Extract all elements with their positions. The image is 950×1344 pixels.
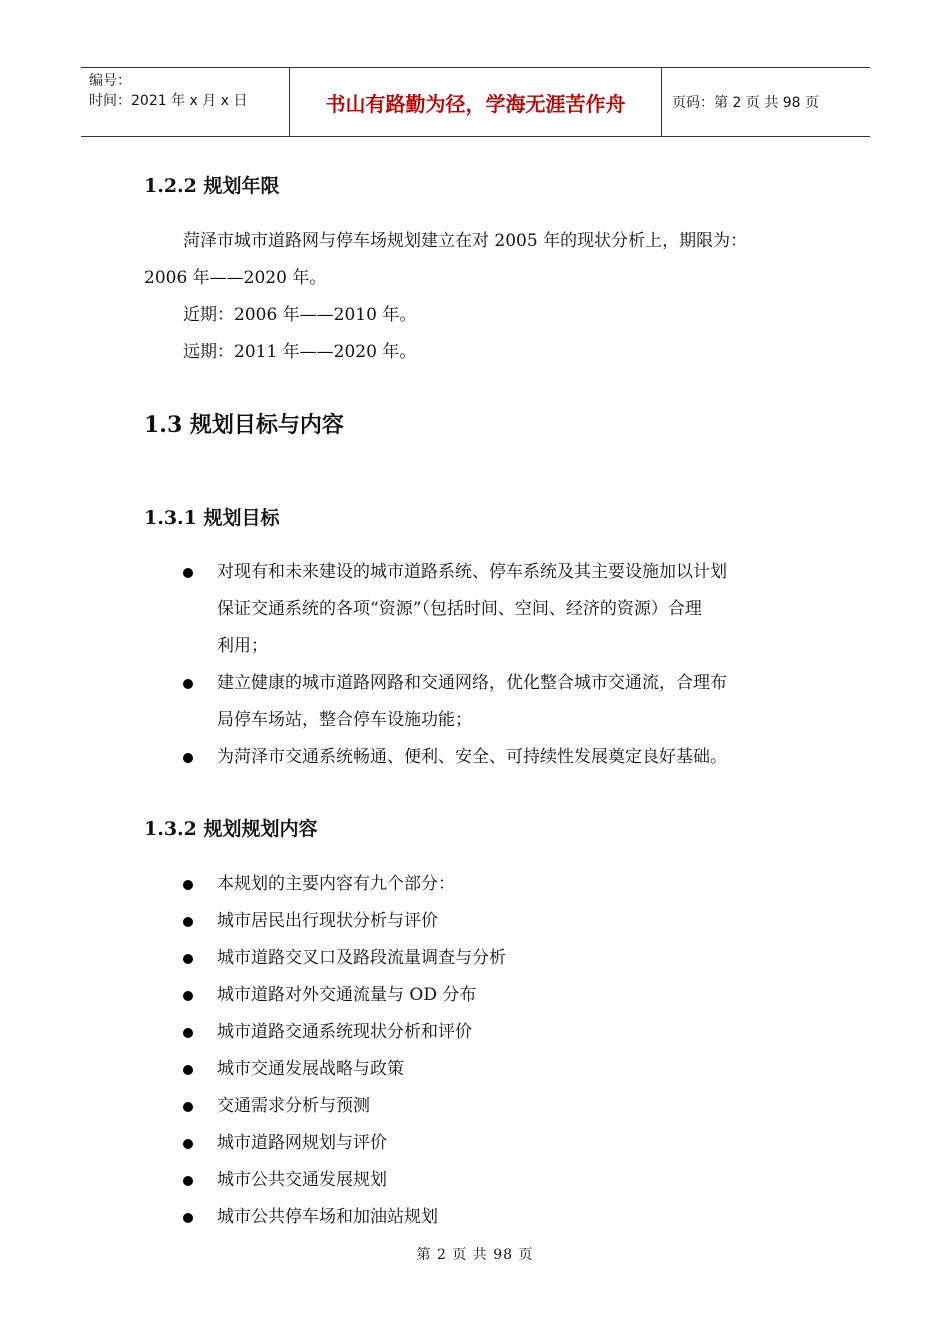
bullet-dot-icon [183, 679, 193, 689]
page-footer: 第 2 页 共 98 页 [416, 1247, 534, 1263]
list-item [183, 1088, 506, 1125]
list-item [183, 1014, 506, 1051]
list-item-text: 交通需求分析与预测 [217, 1096, 370, 1116]
list-item [183, 903, 506, 940]
bullet-dot-icon [183, 1028, 193, 1038]
list-item [183, 739, 727, 776]
heading-1-2-2: 1.2.2 规划年限 [144, 175, 280, 197]
heading-1-3-2: 1.3.2 规划规划内容 [144, 818, 318, 840]
contents-list [183, 866, 506, 1236]
list-item-line: 建立健康的城市道路网路和交通网络，优化整合城市交通流，合理布 [217, 673, 727, 693]
list-item-text: 城市道路交通系统现状分析和评价 [217, 1022, 472, 1042]
list-item-text: 城市交通发展战略与政策 [217, 1059, 404, 1079]
list-item-line: 保证交通系统的各项“资源”（包括时间、空间、经济的资源）合理 [217, 599, 702, 619]
header-motto: 书山有路勤为径，学海无涯苦作舟 [325, 91, 626, 116]
paragraph-period-line1: 菏泽市城市道路网与停车场规划建立在对 2005 年的现状分析上，期限为： [183, 231, 748, 251]
list-item-text: 城市道路交叉口及路段流量调查与分析 [217, 948, 506, 968]
goals-list [183, 554, 727, 776]
header-page-cell [662, 68, 819, 136]
bullet-dot-icon [183, 954, 193, 964]
paragraph-far-term: 远期：2011 年——2020 年。 [183, 342, 417, 362]
list-item-text: 城市公共停车场和加油站规划 [217, 1207, 438, 1227]
list-item-text: 本规划的主要内容有九个部分： [217, 874, 455, 894]
list-item [183, 940, 506, 977]
list-item-text: 城市道路网规划与评价 [217, 1133, 387, 1153]
bullet-dot-icon [183, 568, 193, 578]
list-item [183, 554, 727, 665]
bullet-dot-icon [183, 753, 193, 763]
list-item [183, 1051, 506, 1088]
header-motto-cell [290, 68, 662, 136]
bullet-dot-icon [183, 917, 193, 927]
bullet-dot-icon [183, 880, 193, 890]
bullet-dot-icon [183, 1065, 193, 1075]
header-page-info: 页码：第 2 页 共 98 页 [672, 95, 819, 111]
list-item-text: 城市居民出行现状分析与评价 [217, 911, 438, 931]
list-item [183, 1125, 506, 1162]
paragraph-near-term: 近期：2006 年——2010 年。 [183, 305, 417, 325]
header-time-label: 时间：2021 年 x 月 x 日 [89, 93, 248, 109]
paragraph-period-line2: 2006 年——2020 年。 [144, 268, 327, 288]
heading-1-3-1: 1.3.1 规划目标 [144, 507, 280, 529]
list-item-line: 为菏泽市交通系统畅通、便利、安全、可持续性发展奠定良好基础。 [217, 747, 727, 767]
list-item-line: 利用； [217, 636, 268, 656]
list-item-text: 城市公共交通发展规划 [217, 1170, 387, 1190]
list-item [183, 977, 506, 1014]
bullet-dot-icon [183, 991, 193, 1001]
list-item [183, 866, 506, 903]
list-item-line: 局停车场站，整合停车设施功能； [217, 710, 472, 730]
list-item-text: 城市道路对外交通流量与 OD 分布 [217, 985, 477, 1005]
bullet-dot-icon [183, 1102, 193, 1112]
header-left-cell [81, 68, 290, 136]
bullet-dot-icon [183, 1213, 193, 1223]
list-item [183, 1162, 506, 1199]
heading-1-3: 1.3 规划目标与内容 [144, 412, 344, 438]
bullet-dot-icon [183, 1176, 193, 1186]
list-item [183, 665, 727, 739]
bullet-dot-icon [183, 1139, 193, 1149]
header-number-label: 编号： [89, 73, 131, 89]
list-item-line: 对现有和未来建设的城市道路系统、停车系统及其主要设施加以计划 [217, 562, 727, 582]
page-header [81, 67, 870, 137]
list-item [183, 1199, 506, 1236]
